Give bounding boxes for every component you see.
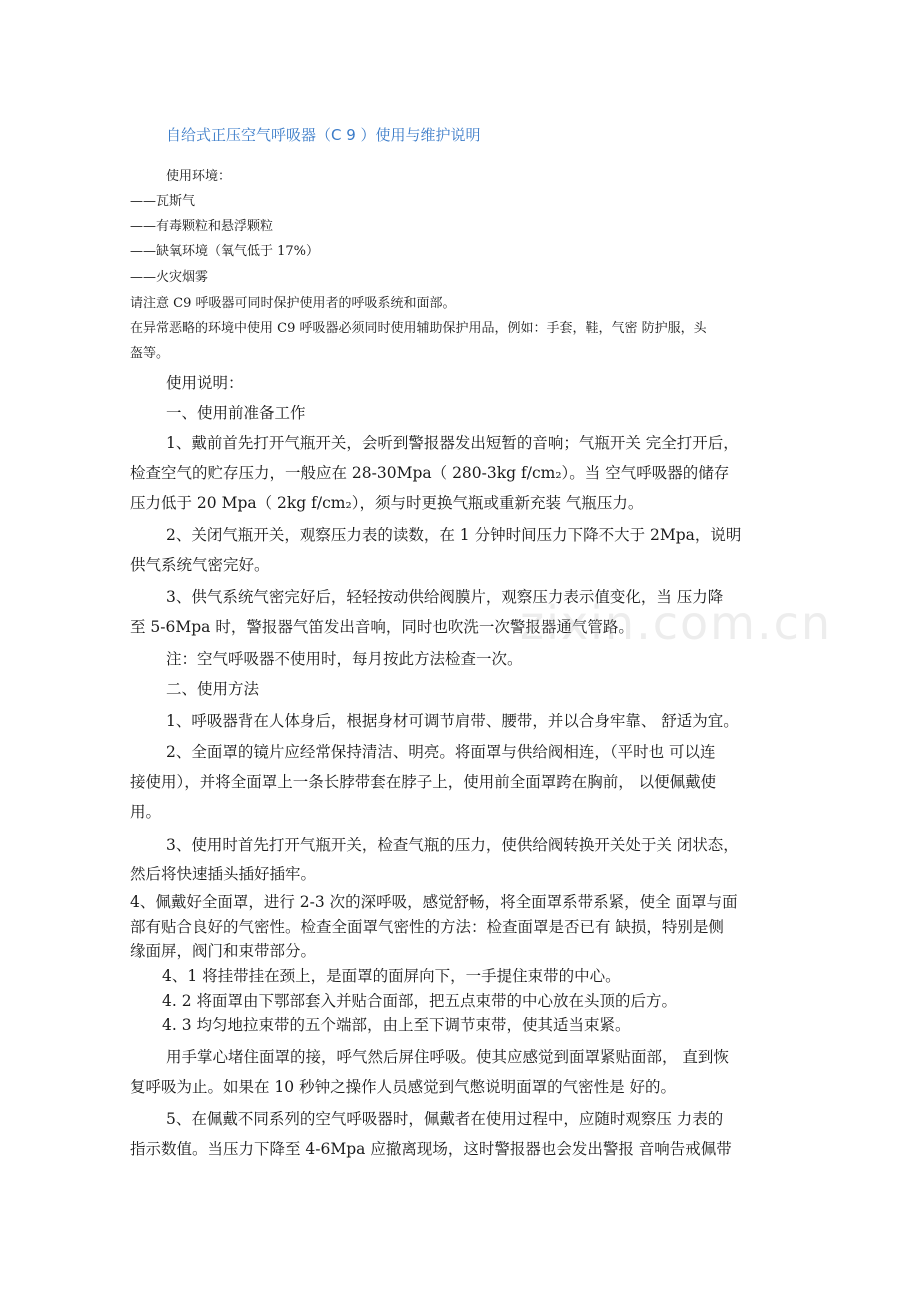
paragraph-line: 供气系统气密完好。 bbox=[130, 556, 270, 574]
sub-step: 4. 2 将面罩由下鄂部套入并贴合面部，把五点束带的中心放在头顶的后方。 bbox=[162, 992, 678, 1010]
paragraph-line: 指示数值。当压力下降至 4-6Mpa 应撤离现场，这时警报器也会发出警报 音响告戒佩带 bbox=[130, 1140, 732, 1158]
note-text: 注：空气呼吸器不使用时，每月按此方法检查一次。 bbox=[166, 650, 523, 668]
env-item: ——有毒颗粒和悬浮颗粒 bbox=[130, 219, 274, 234]
sub-step: 4、1 将挂带挂在颈上，是面罩的面屏向下，一手提住束带的中心。 bbox=[162, 967, 621, 985]
paragraph-line: 1、呼吸器背在人体身后，根据身材可调节肩带、腰带，并以合身牢靠、 舒适为宜。 bbox=[166, 712, 739, 730]
paragraph-line: 用手掌心堵住面罩的接，呼气然后屏住呼吸。使其应感觉到面罩紧贴面部， 直到恢 bbox=[166, 1048, 729, 1066]
env-item: ——缺氧环境（氧气低于 17%） bbox=[130, 244, 320, 259]
watermark-text: zixin.com.cn bbox=[520, 596, 833, 650]
usage-heading: 使用说明： bbox=[166, 374, 244, 392]
paragraph-line: 用。 bbox=[130, 803, 162, 821]
env-heading: 使用环境： bbox=[166, 169, 232, 184]
document-title: 自给式正压空气呼吸器（C 9 ）使用与维护说明 bbox=[166, 126, 481, 144]
note-line: 盔等。 bbox=[130, 346, 170, 361]
paragraph-line: 4、佩戴好全面罩，进行 2-3 次的深呼吸，感觉舒畅，将全面罩系带系紧，使全 面罩与面 bbox=[130, 893, 738, 911]
section-heading: 一、使用前准备工作 bbox=[166, 404, 306, 422]
note-line: 在异常恶略的环境中使用 C9 呼吸器必须同时使用辅助保护用品，例如：手套，鞋，气密 防护服，头 bbox=[130, 321, 707, 336]
paragraph-line: 缘面屏，阀门和束带部分。 bbox=[130, 942, 317, 960]
paragraph-line: 5、在佩戴不同系列的空气呼吸器时，佩戴者在使用过程中，应随时观察压 力表的 bbox=[166, 1110, 724, 1128]
env-item: ——瓦斯气 bbox=[130, 194, 196, 209]
paragraph-line: 3、供气系统气密完好后，轻轻按动供给阀膜片，观察压力表示值变化，当 压力降 bbox=[166, 588, 724, 606]
paragraph-line: 压力低于 20 Mpa（ 2kg f/cm₂），须与时更换气瓶或重新充装 气瓶压力。 bbox=[130, 494, 644, 512]
paragraph-line: 然后将快速插头插好插牢。 bbox=[130, 865, 317, 883]
paragraph-line: 2、关闭气瓶开关，观察压力表的读数，在 1 分钟时间压力下降不大于 2Mpa，说明 bbox=[166, 526, 742, 544]
paragraph-line: 部有贴合良好的气密性。检查全面罩气密性的方法：检查面罩是否已有 缺损，特别是侧 bbox=[130, 918, 724, 936]
paragraph-line: 检查空气的贮存压力，一般应在 28-30Mpa（ 280-3kg f/cm₂）。当 空气呼吸器的储存 bbox=[130, 464, 730, 482]
sub-step: 4. 3 均匀地拉束带的五个端部，由上至下调节束带，使其适当束紧。 bbox=[162, 1016, 631, 1034]
paragraph-line: 1、戴前首先打开气瓶开关，会听到警报器发出短暂的音响；气瓶开关 完全打开后， bbox=[166, 434, 739, 452]
section-heading: 二、使用方法 bbox=[166, 680, 260, 698]
paragraph-line: 至 5-6Mpa 时，警报器气笛发出音响，同时也吹洗一次警报器通气管路。 bbox=[130, 618, 634, 636]
paragraph-line: 复呼吸为止。如果在 10 秒钟之操作人员感觉到气憋说明面罩的气密性是 好的。 bbox=[130, 1078, 677, 1096]
paragraph-line: 2、全面罩的镜片应经常保持清洁、明亮。将面罩与供给阀相连，（平时也 可以连 bbox=[166, 743, 716, 761]
paragraph-line: 3、使用时首先打开气瓶开关，检查气瓶的压力，使供给阀转换开关处于关 闭状态， bbox=[166, 836, 739, 854]
paragraph-line: 接使用），并将全面罩上一条长脖带套在脖子上，使用前全面罩跨在胸前， 以便佩戴使 bbox=[130, 773, 717, 791]
note-line: 请注意 C9 呼吸器可同时保护使用者的呼吸系统和面部。 bbox=[130, 296, 456, 311]
env-item: ——火灾烟雾 bbox=[130, 270, 209, 285]
